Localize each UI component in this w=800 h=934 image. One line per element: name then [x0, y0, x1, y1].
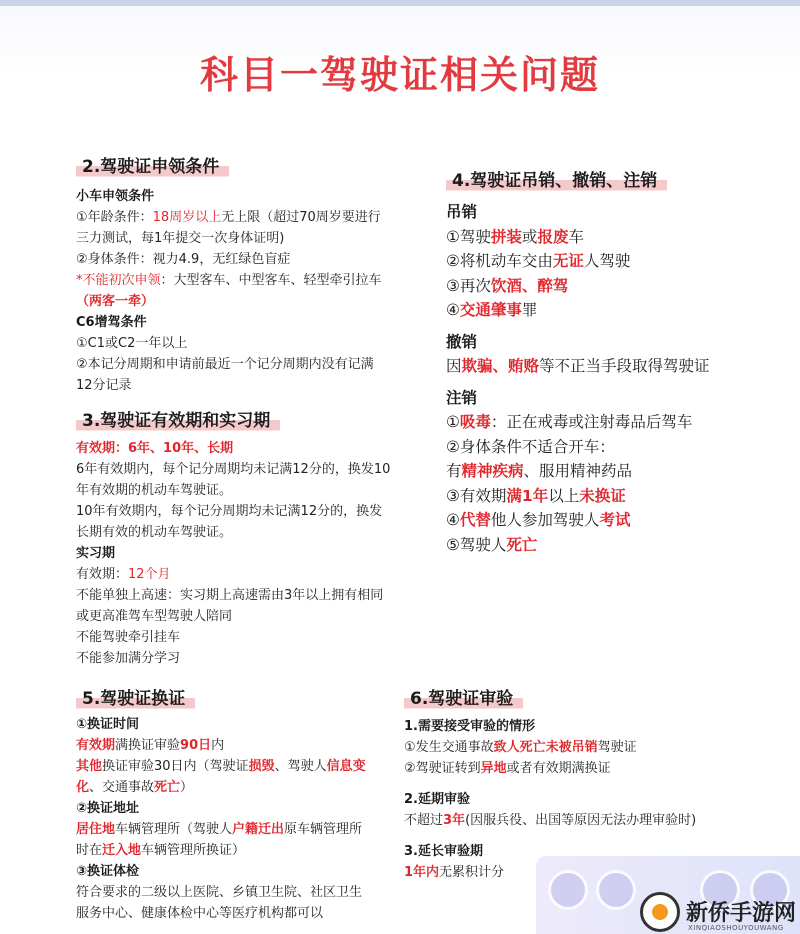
section-4-body	[446, 200, 786, 557]
section-6-title: 6.驾驶证审验	[404, 682, 523, 711]
section-2-line: ①C1或C2一年以上	[76, 336, 188, 351]
section-5-line: 化、交通事故死亡）	[76, 780, 194, 795]
section-2-line: ①年龄条件：18周岁以上无上限（超过70周岁要进行	[76, 210, 381, 225]
section-4-sub-1: 吊销	[446, 203, 478, 221]
logo-icon	[640, 892, 680, 932]
section-6-line: 1年内无累积计分	[404, 865, 505, 880]
section-5-line: 居住地车辆管理所（驾驶人户籍迁出原车辆管理所	[76, 822, 363, 837]
section-6-sub-3: 3.延长审验期	[404, 844, 483, 859]
section-6-sub-2: 2.延期审验	[404, 792, 470, 807]
section-2-line: （两客一牵）	[76, 294, 155, 309]
section-6-line: ①发生交通事故致人死亡未被吊销驾驶证	[404, 740, 637, 755]
section-5-body	[76, 714, 416, 924]
section-6-line: ②驾驶证转到异地或者有效期满换证	[404, 761, 611, 776]
section-4-line: ④交通肇事罪	[446, 301, 538, 319]
section-4-line: ②将机动车交由无证人驾驶	[446, 252, 631, 270]
section-3-line: 长期有效的机动车驾驶证。	[76, 525, 233, 540]
section-3-line: 不能驾驶牵引挂车	[76, 630, 181, 645]
section-4-sub-3: 注销	[446, 388, 478, 407]
section-5-sub-3: ③换证体检	[76, 864, 140, 879]
section-2-line: *不能初次申领：大型客车、中型客车、轻型牵引拉车	[76, 273, 382, 288]
section-4-line: ①吸毒：正在戒毒或注射毒品后驾车	[446, 413, 693, 431]
logo-sub: XINQIAOSHOUYOUWANG	[688, 924, 784, 932]
smiley-icon	[548, 870, 588, 910]
section-4-line: ⑤驾驶人死亡	[446, 535, 538, 554]
section-6-sub-1: 1.需要接受审验的情形	[404, 719, 535, 734]
section-3-title: 3.驾驶证有效期和实习期	[76, 404, 280, 433]
section-5-line: 其他换证审验30日内（驾驶证损毁、驾驶人信息变	[76, 759, 366, 774]
section-4-title: 4.驾驶证吊销、撤销、注销	[446, 164, 667, 193]
section-3-line: 有效期：12个月	[76, 567, 171, 582]
section-4-sub-2: 撤销	[446, 332, 478, 351]
section-2-line: ②身体条件：视力4.9，无红绿色盲症	[76, 252, 291, 267]
section-5-sub-2: ②换证地址	[76, 801, 140, 816]
section-4-line: 因欺骗、贿赂等不正当手段取得驾驶证	[446, 357, 710, 375]
section-2-title: 2.驾驶证申领条件	[76, 150, 229, 179]
smiley-icon	[596, 870, 636, 910]
section-2-line: 三力测试，每1年提交一次身体证明)	[76, 231, 285, 246]
section-4-line: ①驾驶拼装或报废车	[446, 227, 584, 246]
section-5-title: 5.驾驶证换证	[76, 682, 195, 711]
section-3-line: 10年有效期内，每个记分周期均未记满12分的，换发	[76, 504, 383, 519]
section-2-line: 12分记录	[76, 378, 132, 393]
section-6-line: 不超过3年(因服兵役、出国等原因无法办理审验时)	[404, 813, 697, 828]
section-3-line: 有效期：6年、10年、长期	[76, 441, 234, 456]
logo-dot-icon	[652, 904, 668, 920]
section-4-line: ③再次饮酒、醉驾	[446, 276, 569, 295]
section-5-sub-1: ①换证时间	[76, 717, 140, 732]
section-5-line: 有效期满换证审验90日内	[76, 738, 225, 753]
section-5-line: 时在迁入地车辆管理所换证）	[76, 843, 246, 858]
section-3-line: 或更高准驾车型驾驶人陪同	[76, 609, 233, 624]
top-bar	[0, 0, 800, 6]
section-3-body	[76, 438, 421, 669]
section-4-line: ④代替他人参加驾驶人考试	[446, 511, 631, 529]
section-2-body	[76, 186, 416, 396]
section-3-line: 年有效期的机动车驾驶证。	[76, 483, 233, 498]
section-3-line: 不能参加满分学习	[76, 651, 181, 666]
section-2-sub-1: 小车申领条件	[76, 189, 155, 204]
section-5-line: 服务中心、健康体检中心等医疗机构都可以	[76, 906, 324, 921]
section-4-line: ③有效期满1年以上未换证	[446, 486, 626, 505]
logo-name: 新侨手游网	[686, 901, 797, 926]
section-4-line: 有精神疾病、服用精神药品	[446, 462, 633, 480]
section-3-line: 不能单独上高速：实习期上高速需由3年以上拥有相同	[76, 588, 384, 603]
section-2-sub-2: C6增驾条件	[76, 315, 147, 330]
section-4-line: ②身体条件不适合开车：	[446, 437, 615, 456]
section-3-sub-1: 实习期	[76, 546, 116, 561]
section-2-line: ②本记分周期和申请前最近一个记分周期内没有记满	[76, 357, 374, 372]
page-title: 科目一驾驶证相关问题	[199, 53, 600, 97]
section-3-line: 6年有效期内，每个记分周期均未记满12分的，换发10	[76, 462, 391, 477]
section-5-line: 符合要求的二级以上医院、乡镇卫生院、社区卫生	[76, 885, 363, 900]
